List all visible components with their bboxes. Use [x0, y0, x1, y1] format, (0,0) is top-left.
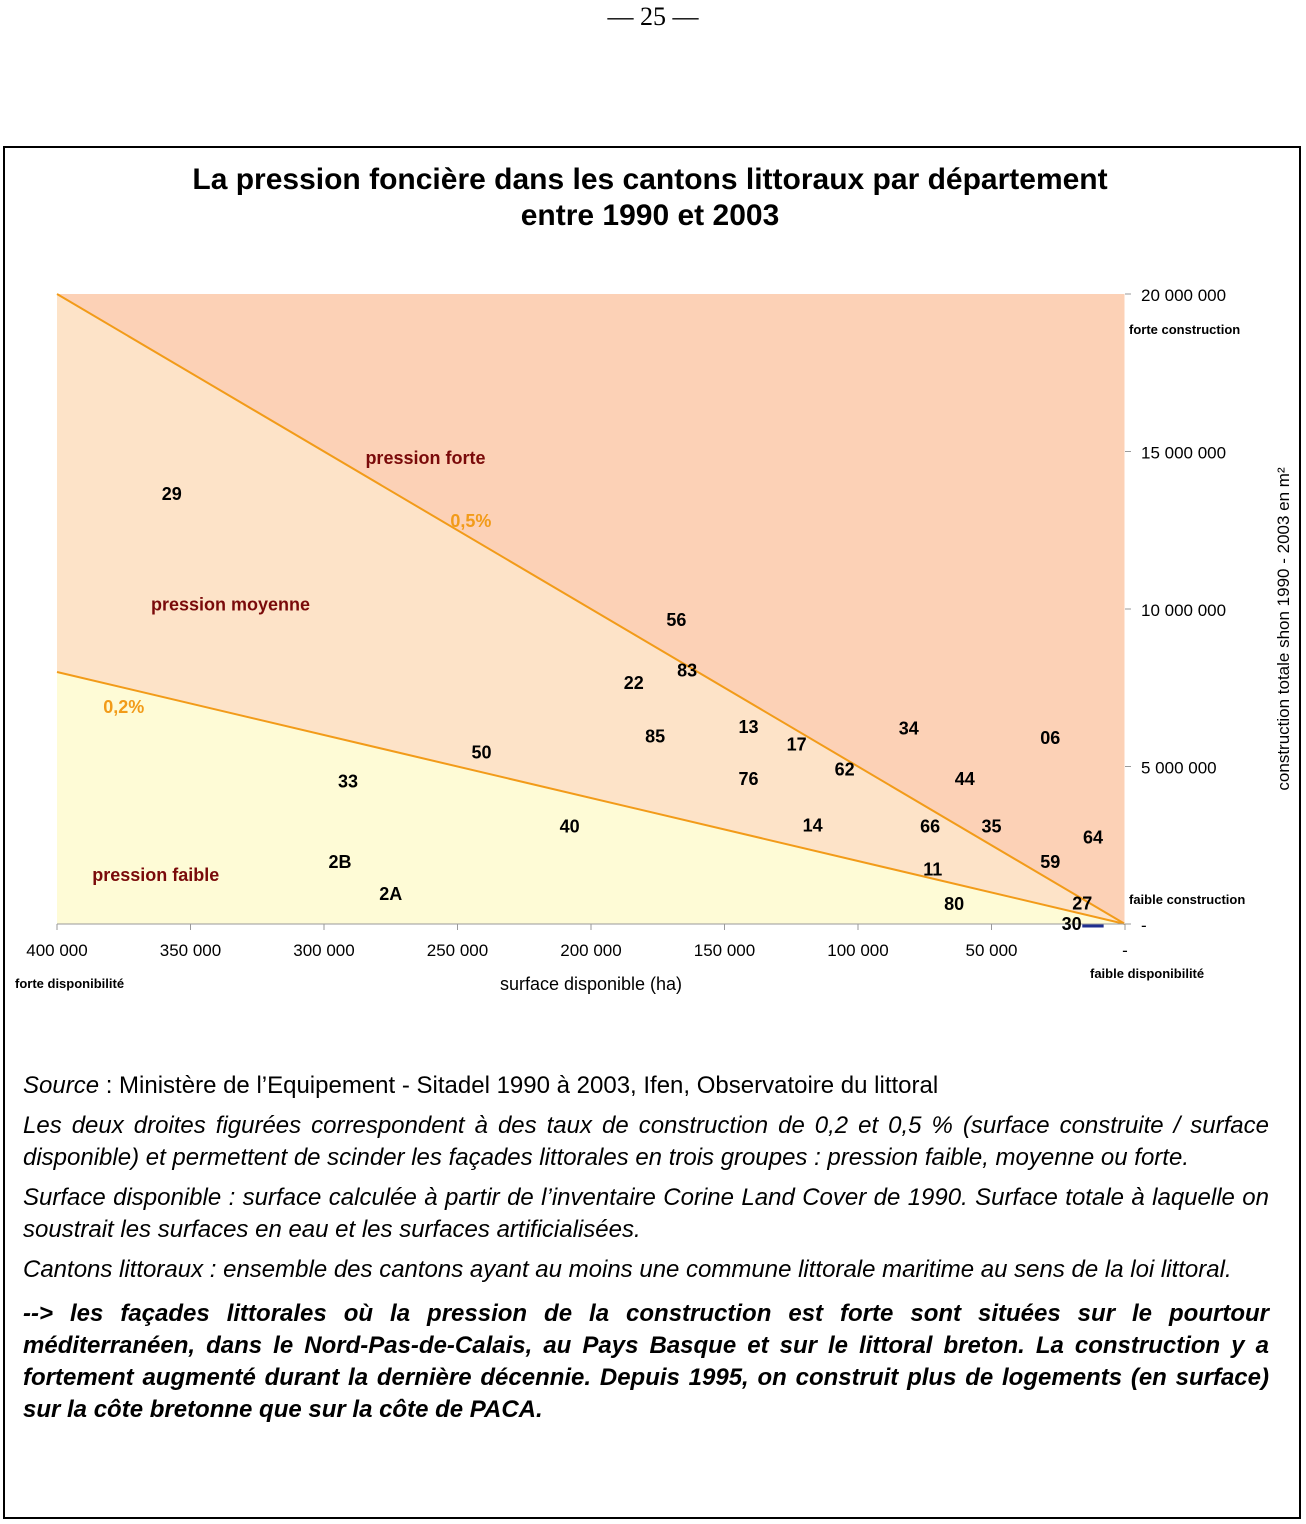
- x-tick-label: 300 000: [293, 941, 355, 960]
- x-annotation-right: faible disponibilité: [1090, 966, 1205, 981]
- data-point-label: 30: [1061, 914, 1082, 934]
- note-cantons: Cantons littoraux : ensemble des cantons ayant au moins une commune littorale maritime au sens de la loi littoral.: [23, 1256, 1232, 1283]
- data-point-label: 14: [802, 815, 823, 836]
- data-point-label: 62: [834, 759, 855, 780]
- source-note: [23, 1070, 1269, 1102]
- y-tick-label: -: [1141, 916, 1147, 935]
- data-point-label: 85: [645, 726, 666, 747]
- zone-label: pression moyenne: [151, 594, 311, 615]
- y-annotation-bottom: faible construction: [1129, 892, 1246, 907]
- x-tick-label: 150 000: [693, 941, 756, 960]
- x-tick-label: 100 000: [827, 941, 889, 960]
- data-point-label: 50: [471, 742, 492, 763]
- x-tick-label: 200 000: [560, 941, 622, 960]
- data-point-label: 34: [898, 718, 919, 739]
- data-point-label: 76: [738, 769, 759, 790]
- zone-label: pression forte: [365, 448, 486, 469]
- data-point-label: 27: [1072, 893, 1093, 914]
- zone-label: pression faible: [92, 864, 220, 885]
- data-point-label: 40: [559, 816, 580, 837]
- x-annotation-left: forte disponibilité: [15, 976, 125, 991]
- data-point-label: 33: [338, 771, 359, 792]
- data-point-label: 64: [1082, 827, 1103, 848]
- figure-notes: [23, 1070, 1269, 1434]
- x-tick-label: 50 000: [965, 941, 1018, 960]
- chart-title-line-1: La pression foncière dans les cantons littoraux par département: [192, 163, 1108, 196]
- data-point-label: 80: [944, 894, 965, 915]
- y-axis-title: construction totale shon 1990 - 2003 en m²: [1274, 467, 1293, 791]
- data-point-label: 44: [954, 769, 975, 790]
- data-point-label: 11: [923, 859, 943, 880]
- data-point-label: 13: [738, 717, 759, 738]
- x-tick-label: -: [1122, 941, 1128, 960]
- y-tick-label: 15 000 000: [1141, 443, 1227, 463]
- data-point-label: 06: [1040, 728, 1061, 749]
- x-tick-label: 250 000: [426, 941, 489, 960]
- data-point-label: 59: [1040, 851, 1061, 872]
- figure-frame: [3, 146, 1301, 1519]
- scatter-chart: [5, 148, 1299, 1048]
- data-point-label: 2A: [379, 884, 403, 905]
- rate-line-label: 0,2%: [103, 696, 145, 717]
- data-point-label: 29: [161, 484, 182, 505]
- conclusion-note: --> les façades littorales où la pression de la construction est forte sont situées sur le pourtour méditerranéen, dans le Nord-Pas-de-Calais, au Pays Basque et sur le littoral breton. La construction y a fortement augmenté durant la dernière décennie. Depuis 1995, on construit plus de logements (en surface) sur la côte bretonne que sur la côte de PACA.: [23, 1300, 1269, 1423]
- data-point-label: 22: [623, 673, 644, 694]
- source-label: Source: [23, 1072, 100, 1099]
- data-point-label: 66: [920, 816, 941, 837]
- y-tick-label: 20 000 000: [1141, 286, 1227, 305]
- chart-title-line-2: entre 1990 et 2003: [520, 199, 780, 232]
- y-annotation-top: forte construction: [1129, 322, 1241, 337]
- x-axis-title: surface disponible (ha): [499, 974, 683, 994]
- y-tick-label: 10 000 000: [1141, 601, 1227, 620]
- x-tick-label: 400 000: [26, 941, 88, 960]
- data-point-label: 2B: [328, 851, 352, 872]
- x-tick-label: 350 000: [159, 941, 222, 960]
- data-point-label: 35: [981, 816, 1002, 837]
- data-point-label: 83: [677, 660, 698, 681]
- page-number: — 25 —: [607, 2, 699, 31]
- y-tick-label: 5 000 000: [1141, 758, 1217, 778]
- data-point-label: 56: [666, 610, 687, 631]
- note-surface: Surface disponible : surface calculée à partir de l’inventaire Corine Land Cover de 1990. Surface totale à laquelle on soustrait les surfaces en eau et les surfaces artificialisées.: [23, 1184, 1269, 1243]
- data-point-label: 17: [786, 734, 807, 755]
- rate-line-label: 0,5%: [450, 511, 492, 532]
- note-lines: Les deux droites figurées correspondent à des taux de construction de 0,2 et 0,5 % (surface construite / surface disponible) et permettent de scinder les façades littorales en trois groupes : pression faible, moyenne ou forte.: [23, 1112, 1269, 1171]
- source-text: : Ministère de l’Equipement - Sitadel 1990 à 2003, Ifen, Observatoire du littoral: [99, 1072, 939, 1099]
